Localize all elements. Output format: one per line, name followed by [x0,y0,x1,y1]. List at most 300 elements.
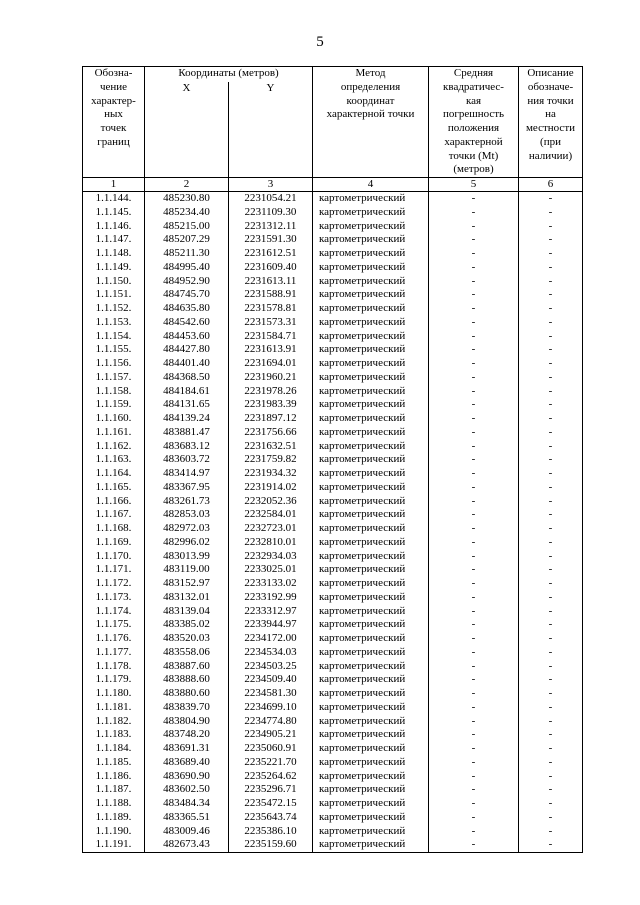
method-cell: картометрический [313,440,429,454]
method-cell: картометрический [313,275,429,289]
method-cell: картометрический [313,288,429,302]
method-cell: картометрический [313,783,429,797]
x-coordinate-cell: 482972.03 [145,522,229,536]
x-coordinate-cell: 483132.01 [145,591,229,605]
table-header [83,67,583,192]
x-coordinate-cell: 483888.60 [145,673,229,687]
x-coordinate-cell: 485207.29 [145,233,229,247]
description-cell: - [519,233,583,247]
description-cell: - [519,811,583,825]
method-cell: картометрический [313,591,429,605]
error-cell: - [429,371,519,385]
method-cell: картометрический [313,398,429,412]
description-cell: - [519,275,583,289]
y-coordinate-cell: 2234774.80 [229,715,313,729]
x-coordinate-cell: 483689.40 [145,756,229,770]
x-coordinate-cell: 484745.70 [145,288,229,302]
point-id-cell: 1.1.164. [83,467,145,481]
method-cell: картометрический [313,206,429,220]
point-id-cell: 1.1.155. [83,343,145,357]
point-id-cell: 1.1.182. [83,715,145,729]
header-method [313,67,429,178]
description-cell: - [519,206,583,220]
method-cell: картометрический [313,426,429,440]
description-cell: - [519,247,583,261]
method-cell: картометрический [313,192,429,206]
y-coordinate-cell: 2231613.91 [229,343,313,357]
error-cell: - [429,398,519,412]
method-cell: картометрический [313,742,429,756]
point-id-cell: 1.1.191. [83,838,145,852]
description-cell: - [519,605,583,619]
table-row [83,357,583,371]
method-cell: картометрический [313,247,429,261]
description-cell: - [519,673,583,687]
error-cell: - [429,481,519,495]
point-id-cell: 1.1.175. [83,618,145,632]
y-coordinate-cell: 2235472.15 [229,797,313,811]
method-cell: картометрический [313,220,429,234]
table-row [83,673,583,687]
point-id-cell: 1.1.176. [83,632,145,646]
point-id-cell: 1.1.170. [83,550,145,564]
description-cell: - [519,453,583,467]
point-id-cell: 1.1.161. [83,426,145,440]
point-id-cell: 1.1.178. [83,660,145,674]
y-coordinate-cell: 2233025.01 [229,563,313,577]
description-cell: - [519,440,583,454]
header-coordinates-group [145,67,313,82]
method-cell: картометрический [313,756,429,770]
y-coordinate-cell: 2234503.25 [229,660,313,674]
table-row [83,206,583,220]
method-cell: картометрический [313,646,429,660]
y-coordinate-cell: 2232052.36 [229,495,313,509]
method-cell: картометрический [313,605,429,619]
y-coordinate-cell: 2231978.26 [229,385,313,399]
x-coordinate-cell: 485230.80 [145,192,229,206]
x-coordinate-cell: 483013.99 [145,550,229,564]
table-row [83,591,583,605]
method-cell: картометрический [313,467,429,481]
point-id-cell: 1.1.163. [83,453,145,467]
y-coordinate-cell: 2232723.01 [229,522,313,536]
y-coordinate-cell: 2231756.66 [229,426,313,440]
x-coordinate-cell: 483748.20 [145,728,229,742]
method-cell: картометрический [313,261,429,275]
error-cell: - [429,605,519,619]
method-cell: картометрический [313,495,429,509]
table-row [83,302,583,316]
description-cell: - [519,825,583,839]
error-cell: - [429,426,519,440]
table-body [83,192,583,853]
error-cell: - [429,412,519,426]
y-coordinate-cell: 2231613.11 [229,275,313,289]
table-row [83,192,583,206]
x-coordinate-cell: 483385.02 [145,618,229,632]
y-coordinate-cell: 2233944.97 [229,618,313,632]
x-coordinate-cell: 484952.90 [145,275,229,289]
y-coordinate-cell: 2231983.39 [229,398,313,412]
column-number: 3 [229,178,313,192]
table-row [83,495,583,509]
description-cell: - [519,343,583,357]
point-id-cell: 1.1.147. [83,233,145,247]
header-description-text: Описание обозначе- ния точки на местности (при наличии) [525,67,576,162]
header-x-text: X [182,81,191,94]
y-coordinate-cell: 2234172.00 [229,632,313,646]
x-coordinate-cell: 485215.00 [145,220,229,234]
table-row [83,838,583,852]
x-coordinate-cell: 482853.03 [145,508,229,522]
point-id-cell: 1.1.184. [83,742,145,756]
error-cell: - [429,577,519,591]
x-coordinate-cell: 485211.30 [145,247,229,261]
error-cell: - [429,302,519,316]
description-cell: - [519,646,583,660]
point-id-cell: 1.1.183. [83,728,145,742]
error-cell: - [429,385,519,399]
error-cell: - [429,756,519,770]
method-cell: картометрический [313,536,429,550]
description-cell: - [519,412,583,426]
method-cell: картометрический [313,728,429,742]
description-cell: - [519,371,583,385]
x-coordinate-cell: 484453.60 [145,330,229,344]
error-cell: - [429,563,519,577]
point-id-cell: 1.1.146. [83,220,145,234]
description-cell: - [519,632,583,646]
x-coordinate-cell: 483119.00 [145,563,229,577]
point-id-cell: 1.1.158. [83,385,145,399]
header-coordinates-text: Координаты (метров) [178,67,279,79]
table-row [83,715,583,729]
description-cell: - [519,302,583,316]
y-coordinate-cell: 2235386.10 [229,825,313,839]
column-number: 5 [429,178,519,192]
x-coordinate-cell: 484427.80 [145,343,229,357]
x-coordinate-cell: 484995.40 [145,261,229,275]
x-coordinate-cell: 483887.60 [145,660,229,674]
description-cell: - [519,495,583,509]
point-id-cell: 1.1.177. [83,646,145,660]
y-coordinate-cell: 2235296.71 [229,783,313,797]
table-row [83,371,583,385]
error-cell: - [429,453,519,467]
x-coordinate-cell: 483261.73 [145,495,229,509]
table-row [83,288,583,302]
x-coordinate-cell: 483367.95 [145,481,229,495]
table-row [83,261,583,275]
error-cell: - [429,495,519,509]
description-cell: - [519,660,583,674]
table-row [83,453,583,467]
table-row [83,742,583,756]
table-row [83,385,583,399]
point-id-cell: 1.1.144. [83,192,145,206]
table-row [83,770,583,784]
table-row [83,783,583,797]
point-id-cell: 1.1.150. [83,275,145,289]
error-cell: - [429,275,519,289]
page-number: 5 [316,34,324,50]
method-cell: картометрический [313,233,429,247]
method-cell: картометрический [313,316,429,330]
method-cell: картометрический [313,715,429,729]
x-coordinate-cell: 484139.24 [145,412,229,426]
y-coordinate-cell: 2234509.40 [229,673,313,687]
header-x [145,82,229,178]
error-cell: - [429,192,519,206]
method-cell: картометрический [313,453,429,467]
y-coordinate-cell: 2234581.30 [229,687,313,701]
method-cell: картометрический [313,412,429,426]
x-coordinate-cell: 483881.47 [145,426,229,440]
table-row [83,687,583,701]
y-coordinate-cell: 2231054.21 [229,192,313,206]
error-cell: - [429,742,519,756]
point-id-cell: 1.1.156. [83,357,145,371]
method-cell: картометрический [313,481,429,495]
error-cell: - [429,233,519,247]
description-cell: - [519,261,583,275]
description-cell: - [519,398,583,412]
column-number: 4 [313,178,429,192]
column-number: 6 [519,178,583,192]
method-cell: картометрический [313,302,429,316]
x-coordinate-cell: 482673.43 [145,838,229,852]
point-id-cell: 1.1.189. [83,811,145,825]
error-cell: - [429,715,519,729]
error-cell: - [429,838,519,852]
x-coordinate-cell: 483880.60 [145,687,229,701]
y-coordinate-cell: 2234699.10 [229,701,313,715]
x-coordinate-cell: 483139.04 [145,605,229,619]
error-cell: - [429,330,519,344]
error-cell: - [429,673,519,687]
header-point-text: Обозна- чение характер- ных точек границ [91,67,136,148]
x-coordinate-cell: 483414.97 [145,467,229,481]
table-row [83,536,583,550]
method-cell: картометрический [313,357,429,371]
point-id-cell: 1.1.167. [83,508,145,522]
error-cell: - [429,687,519,701]
description-cell: - [519,577,583,591]
point-id-cell: 1.1.188. [83,797,145,811]
point-id-cell: 1.1.162. [83,440,145,454]
error-cell: - [429,550,519,564]
point-id-cell: 1.1.169. [83,536,145,550]
table-row [83,646,583,660]
description-cell: - [519,426,583,440]
error-cell: - [429,632,519,646]
description-cell: - [519,385,583,399]
error-cell: - [429,316,519,330]
y-coordinate-cell: 2233312.97 [229,605,313,619]
x-coordinate-cell: 483602.50 [145,783,229,797]
y-coordinate-cell: 2231914.02 [229,481,313,495]
method-cell: картометрический [313,343,429,357]
method-cell: картометрический [313,563,429,577]
method-cell: картометрический [313,550,429,564]
description-cell: - [519,742,583,756]
point-id-cell: 1.1.159. [83,398,145,412]
y-coordinate-cell: 2235221.70 [229,756,313,770]
point-id-cell: 1.1.172. [83,577,145,591]
description-cell: - [519,770,583,784]
error-cell: - [429,770,519,784]
table-row [83,605,583,619]
table-row [83,701,583,715]
description-cell: - [519,288,583,302]
description-cell: - [519,316,583,330]
method-cell: картометрический [313,371,429,385]
y-coordinate-cell: 2233192.99 [229,591,313,605]
table-row [83,398,583,412]
y-coordinate-cell: 2231612.51 [229,247,313,261]
error-cell: - [429,467,519,481]
x-coordinate-cell: 485234.40 [145,206,229,220]
x-coordinate-cell: 483603.72 [145,453,229,467]
header-mean-square-error [429,67,519,178]
point-id-cell: 1.1.153. [83,316,145,330]
x-coordinate-cell: 484401.40 [145,357,229,371]
method-cell: картометрический [313,508,429,522]
method-cell: картометрический [313,838,429,852]
description-cell: - [519,618,583,632]
y-coordinate-cell: 2232584.01 [229,508,313,522]
description-cell: - [519,591,583,605]
point-id-cell: 1.1.149. [83,261,145,275]
method-cell: картометрический [313,522,429,536]
description-cell: - [519,467,583,481]
description-cell: - [519,220,583,234]
point-id-cell: 1.1.181. [83,701,145,715]
x-coordinate-cell: 483804.90 [145,715,229,729]
x-coordinate-cell: 483009.46 [145,825,229,839]
description-cell: - [519,701,583,715]
table-row [83,467,583,481]
point-id-cell: 1.1.186. [83,770,145,784]
coordinates-table [82,66,583,853]
table-row [83,343,583,357]
error-cell: - [429,343,519,357]
point-id-cell: 1.1.157. [83,371,145,385]
error-cell: - [429,797,519,811]
header-y [229,82,313,178]
error-cell: - [429,522,519,536]
error-cell: - [429,357,519,371]
table-row [83,275,583,289]
y-coordinate-cell: 2231109.30 [229,206,313,220]
y-coordinate-cell: 2231609.40 [229,261,313,275]
table-row [83,522,583,536]
header-method-text: Метод определения координат характерной точки [326,67,415,121]
description-cell: - [519,330,583,344]
method-cell: картометрический [313,770,429,784]
error-cell: - [429,701,519,715]
point-id-cell: 1.1.187. [83,783,145,797]
table-row [83,220,583,234]
x-coordinate-cell: 483520.03 [145,632,229,646]
point-id-cell: 1.1.154. [83,330,145,344]
table-row [83,728,583,742]
header-description [519,67,583,178]
description-cell: - [519,838,583,852]
method-cell: картометрический [313,618,429,632]
description-cell: - [519,481,583,495]
method-cell: картометрический [313,687,429,701]
error-cell: - [429,618,519,632]
point-id-cell: 1.1.174. [83,605,145,619]
point-id-cell: 1.1.160. [83,412,145,426]
error-cell: - [429,536,519,550]
description-cell: - [519,508,583,522]
description-cell: - [519,715,583,729]
error-cell: - [429,660,519,674]
method-cell: картометрический [313,701,429,715]
table-row [83,756,583,770]
y-coordinate-cell: 2232810.01 [229,536,313,550]
x-coordinate-cell: 484368.50 [145,371,229,385]
description-cell: - [519,536,583,550]
x-coordinate-cell: 484184.61 [145,385,229,399]
method-cell: картометрический [313,660,429,674]
description-cell: - [519,357,583,371]
table-row [83,316,583,330]
y-coordinate-cell: 2231759.82 [229,453,313,467]
table-row [83,563,583,577]
method-cell: картометрический [313,825,429,839]
table-row [83,330,583,344]
y-coordinate-cell: 2232934.03 [229,550,313,564]
y-coordinate-cell: 2231573.31 [229,316,313,330]
method-cell: картометрический [313,577,429,591]
description-cell: - [519,783,583,797]
table-row [83,440,583,454]
x-coordinate-cell: 482996.02 [145,536,229,550]
x-coordinate-cell: 484542.60 [145,316,229,330]
header-point-designation [83,67,145,178]
description-cell: - [519,687,583,701]
description-cell: - [519,550,583,564]
column-number: 2 [145,178,229,192]
table-row [83,550,583,564]
x-coordinate-cell: 483484.34 [145,797,229,811]
y-coordinate-cell: 2231588.91 [229,288,313,302]
y-coordinate-cell: 2231934.32 [229,467,313,481]
method-cell: картометрический [313,632,429,646]
table-row [83,825,583,839]
point-id-cell: 1.1.151. [83,288,145,302]
y-coordinate-cell: 2231312.11 [229,220,313,234]
point-id-cell: 1.1.148. [83,247,145,261]
y-coordinate-cell: 2231591.30 [229,233,313,247]
description-cell: - [519,797,583,811]
point-id-cell: 1.1.171. [83,563,145,577]
error-cell: - [429,825,519,839]
description-cell: - [519,563,583,577]
table-row [83,412,583,426]
table-row [83,577,583,591]
table-row [83,632,583,646]
table-row [83,247,583,261]
description-cell: - [519,756,583,770]
y-coordinate-cell: 2231897.12 [229,412,313,426]
error-cell: - [429,261,519,275]
error-cell: - [429,811,519,825]
